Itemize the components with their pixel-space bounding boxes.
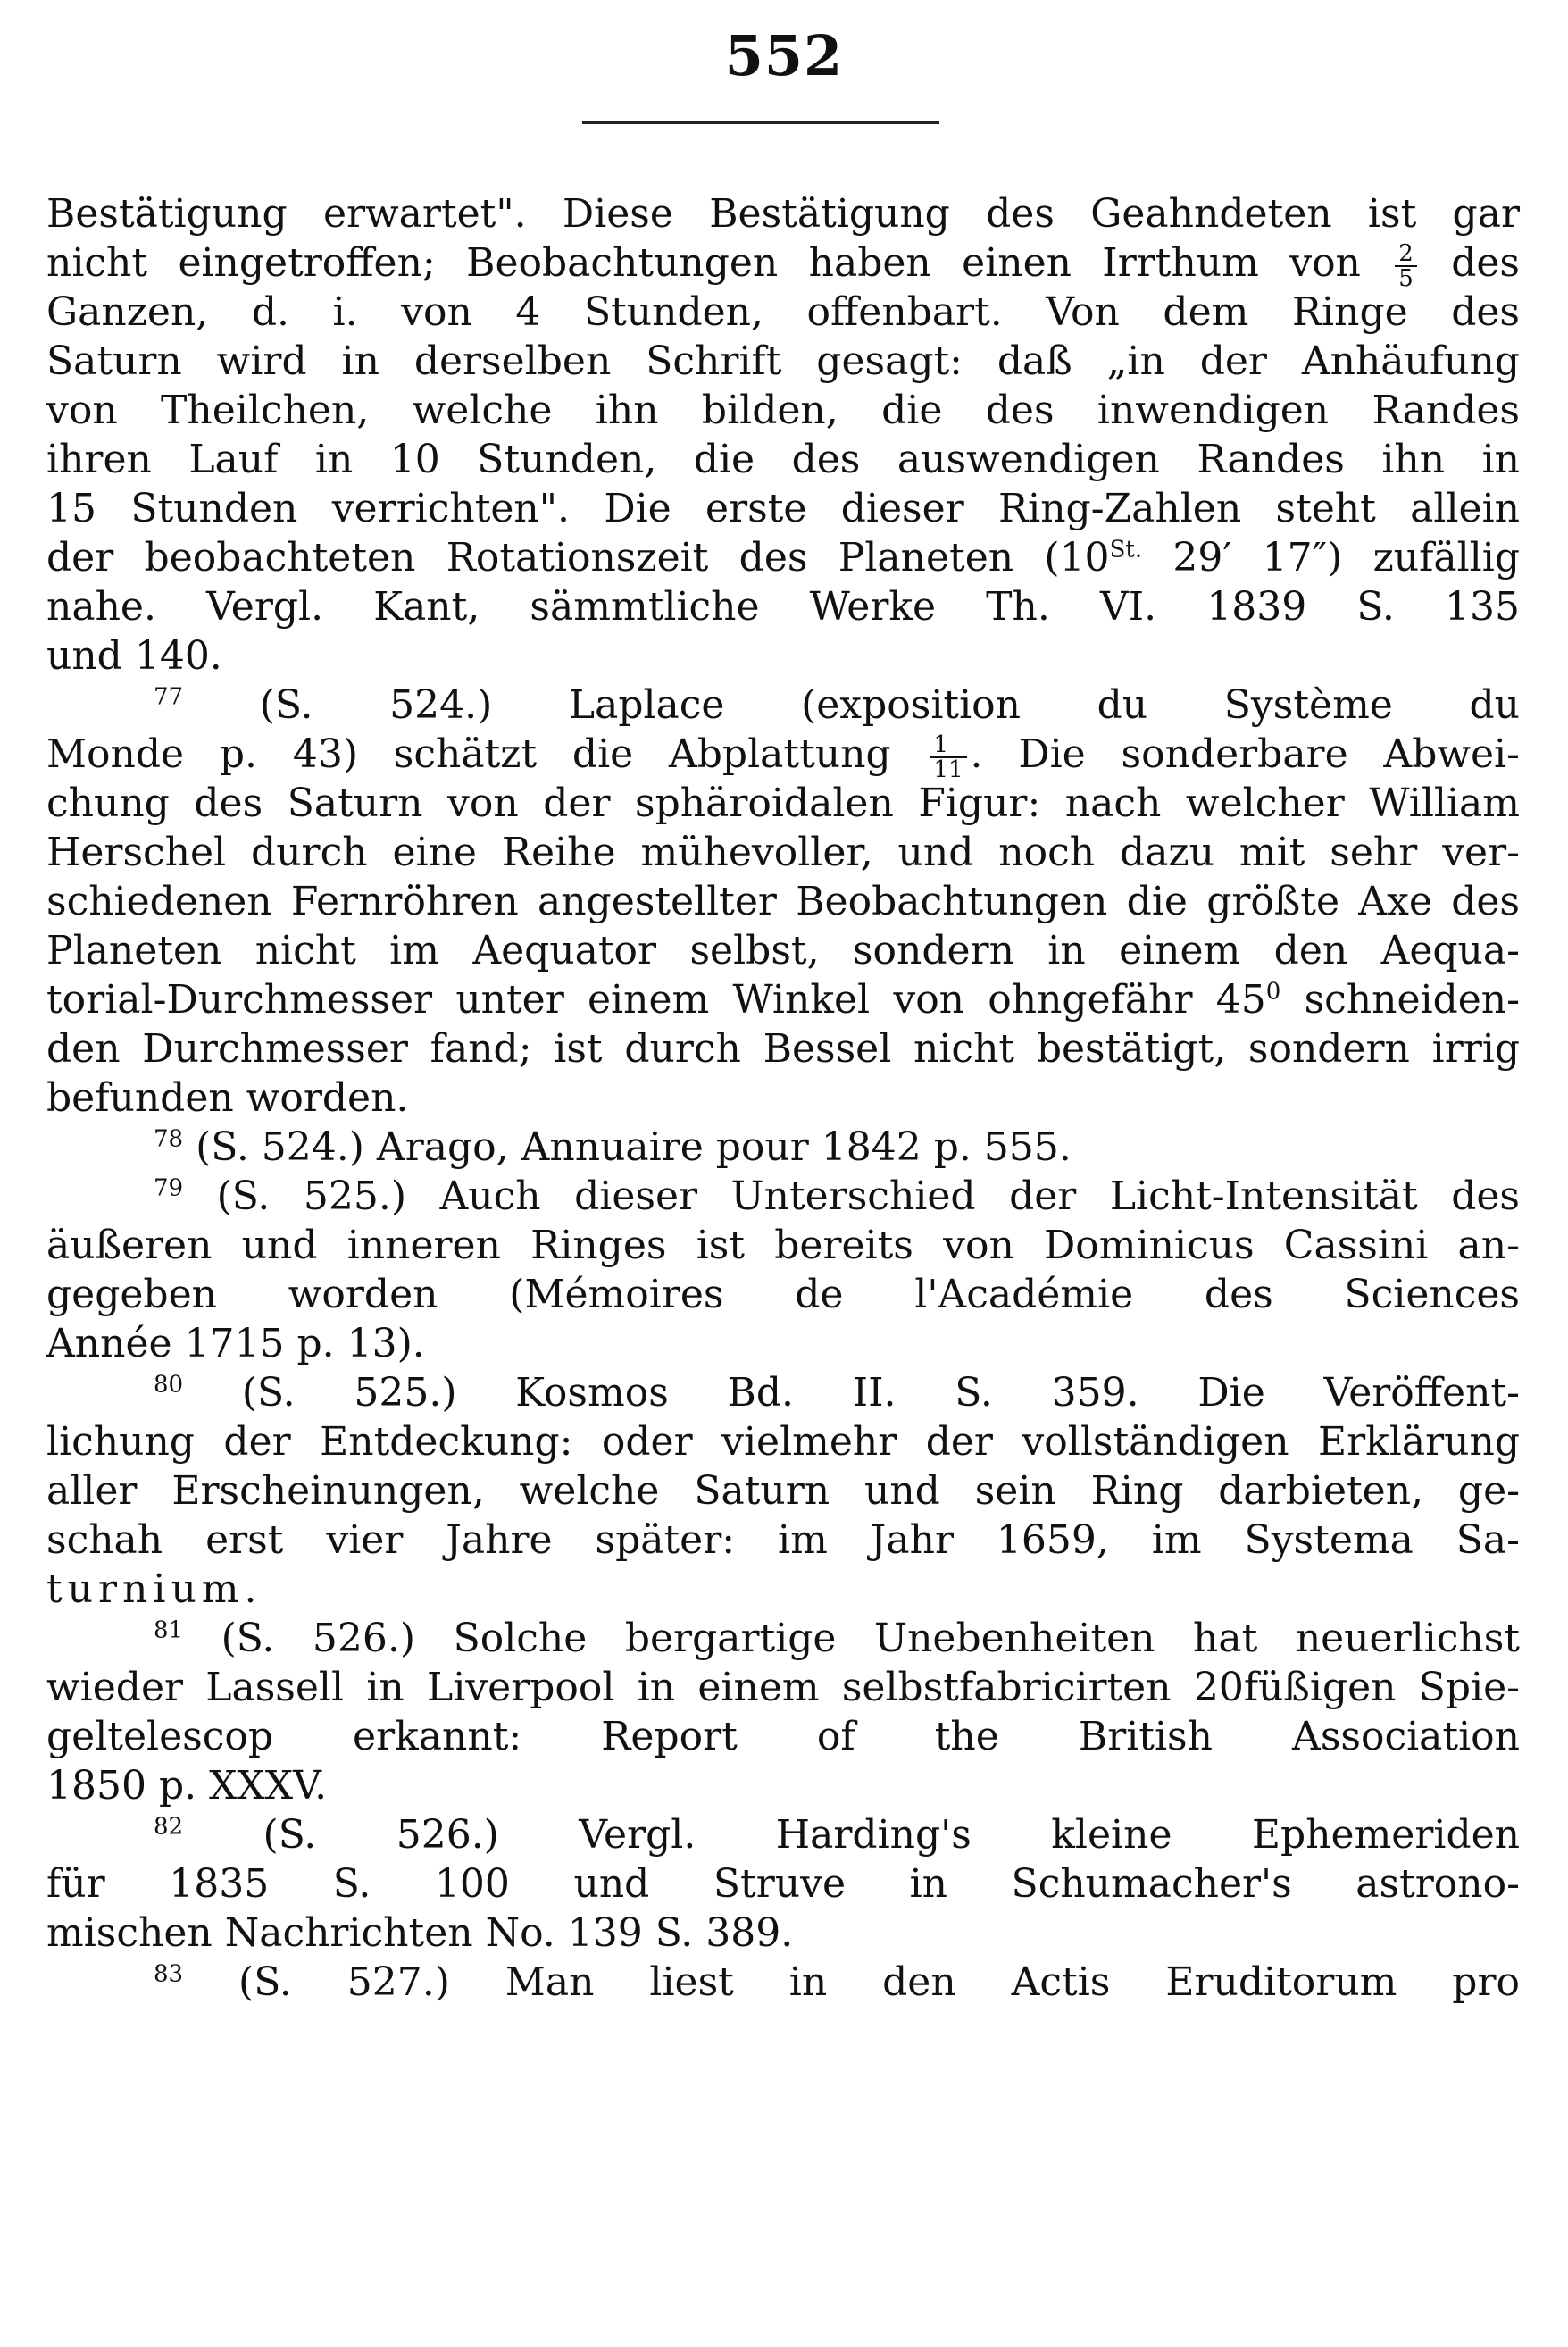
fraction [1395,239,1417,292]
footnote-line: wieder Lassell in Liverpool in einem selbstfabricirten 20füßigen Spie- [46,1665,1520,1710]
footnote-text: (S. 524.) Laplace (exposition du Système du [259,682,1520,728]
footnote-line: mischen Nachrichten No. 139 S. 389. [46,1910,794,1956]
footnote-marker: 81 [154,1616,184,1644]
footnote-line: geltelescop erkannt: Report of the British Association [46,1714,1520,1759]
footnote-79 [46,1172,1520,1221]
footnote-line: chung des Saturn von der sphäroidalen Figur: nach welcher William [46,781,1520,826]
footnote-line: gegeben worden (Mémoires de l'Académie des Sciences [46,1272,1520,1317]
body-line: nahe. Vergl. Kant, sämmtliche Werke Th. VI. 1839 S. 135 [46,584,1520,630]
fraction-denominator: 5 [1398,264,1414,292]
footnote-marker: 83 [154,1960,184,1988]
footnote-line [46,730,1520,783]
degree-symbol: 0 [1265,978,1281,1006]
footnote-text: (S. 526.) Vergl. Harding's kleine Ephemeriden [263,1812,1520,1858]
footnote-text: schneiden- [1304,977,1520,1023]
body-line: von Theilchen, welche ihn bilden, die des inwendigen Randes [46,388,1520,433]
footnote-marker: 78 [154,1125,184,1153]
footnote-text: (S. 527.) Man liest in den Actis Eruditorum pro [238,1959,1520,2005]
footnote-line: Herschel durch eine Reihe mühevoller, und noch dazu mit sehr ver- [46,830,1520,875]
footnote-line: lichung der Entdeckung: oder vielmehr der vollständigen Erklärung [46,1419,1520,1465]
body-line: und 140. [46,633,222,679]
footnote-80 [46,1368,1520,1417]
page-body [46,189,1520,2007]
footnote-line: schah erst vier Jahre später: im Jahr 1659, im Systema Sa- [46,1517,1520,1563]
body-line-text: der beobachteten Rotationszeit des Planeten (10 [46,535,1110,580]
body-line: Saturn wird in derselben Schrift gesagt: daß „in der Anhäufung [46,338,1520,384]
page-number: 552 [724,23,844,88]
footnote-text: (S. 525.) Auch dieser Unterschied der Licht-Intensität des [216,1174,1520,1219]
fraction [930,733,966,781]
fraction-numerator: 1 [930,733,966,758]
body-line: Bestätigung erwartet". Diese Bestätigung des Geahndeten ist gar [46,191,1520,237]
footnote-marker: 82 [154,1813,184,1841]
footnote-text: (S. 525.) Kosmos Bd. II. S. 359. Die Veröffent- [241,1370,1520,1416]
footnote-line: 1850 p. XXXV. [46,1763,328,1808]
footnote-line: den Durchmesser fand; ist durch Bessel nicht bestätigt, sondern irrig [46,1026,1520,1072]
footnote-text: torial-Durchmesser unter einem Winkel von ohngefähr 45 [46,977,1266,1023]
header-rule [582,121,939,124]
superscript: St. [1109,536,1143,564]
footnote-marker: 80 [154,1371,184,1399]
body-line [46,238,1520,292]
footnote-marker: 79 [154,1174,184,1202]
footnote-77 [46,681,1520,730]
footnote-line: aller Erscheinungen, welche Saturn und sein Ring darbieten, ge- [46,1468,1520,1514]
body-line: 15 Stunden verrichten". Die erste dieser Ring-Zahlen steht allein [46,486,1520,531]
footnote-line: für 1835 S. 100 und Struve in Schumacher's astrono- [46,1861,1520,1907]
body-line-text: nicht eingetroffen; Beobachtungen haben einen Irrthum von [46,240,1361,286]
body-line-text: des [1451,240,1520,286]
footnote-text: . Die sonderbare Abwei- [970,731,1520,777]
footnote-line: schiedenen Fernröhren angestellter Beobachtungen die größte Axe des [46,879,1520,924]
footnote-line: turnium. [46,1566,263,1612]
body-line-text: 29′ 17″) zufällig [1172,535,1520,580]
footnote-line: äußeren und inneren Ringes ist bereits von Dominicus Cassini an- [46,1223,1520,1268]
fraction-denominator: 11 [933,756,963,783]
footnote-text: Monde p. 43) schätzt die Abplattung [46,731,891,777]
footnote-marker: 77 [154,683,184,711]
footnote-line: Année 1715 p. 13). [46,1321,425,1366]
body-line: ihren Lauf in 10 Stunden, die des auswendigen Randes ihn in [46,437,1520,482]
footnote-line: Planeten nicht im Aequator selbst, sondern in einem den Aequa- [46,928,1520,973]
body-line [46,533,1520,582]
footnote-text: (S. 526.) Solche bergartige Unebenheiten hat neuerlichst [221,1616,1520,1661]
footnote-line: befunden worden. [46,1075,409,1121]
footnote-81 [46,1614,1520,1663]
footnote-line [46,975,1520,1024]
footnote-78 [46,1123,1520,1172]
body-line: Ganzen, d. i. von 4 Stunden, offenbart. Von dem Ringe des [46,289,1520,335]
footnote-82 [46,1810,1520,1859]
footnote-text: (S. 524.) Arago, Annuaire pour 1842 p. 555. [196,1124,1072,1170]
footnote-83 [46,1958,1520,2007]
fraction-numerator: 2 [1395,242,1417,267]
